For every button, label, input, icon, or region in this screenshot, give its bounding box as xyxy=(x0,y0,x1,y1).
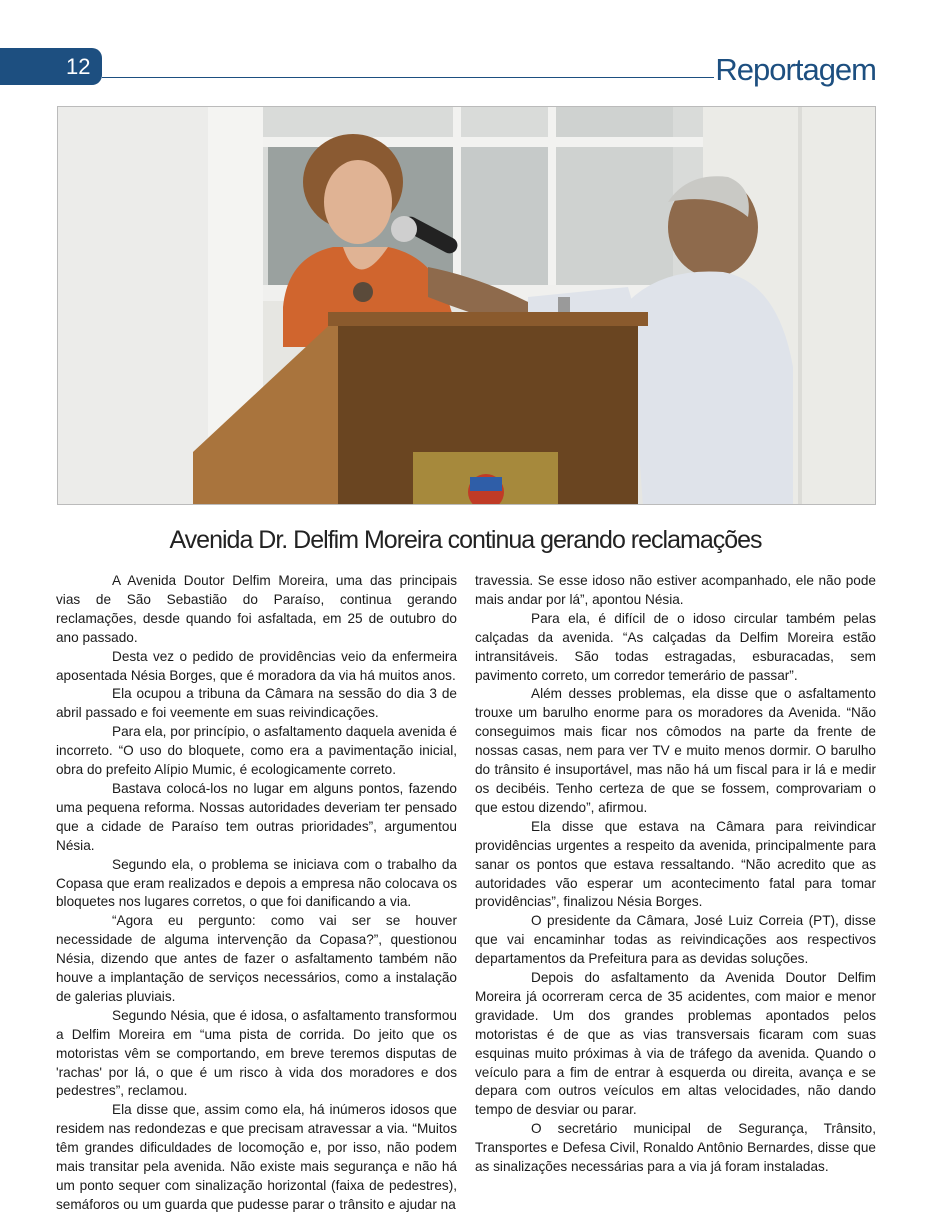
photo-illustration xyxy=(58,107,876,505)
paragraph: Ela ocupou a tribuna da Câmara na sessão do dia 3 de abril passado e foi veemente em suas reivindicações. xyxy=(56,686,457,721)
paragraph: O presidente da Câmara, José Luiz Correia (PT), disse que vai encaminhar todas as reivindicações aos respectivos departamentos da Prefeitura para as devidas soluções. xyxy=(475,913,876,967)
paragraph: O secretário municipal de Segurança, Trânsito, Transportes e Defesa Civil, Ronaldo Antônio Bernardes, disse que as sinalizações necessárias para a via já foram instaladas. xyxy=(475,1121,876,1175)
paragraph-continuation: travessia. Se esse idoso não estiver acompanhado, ele não pode mais andar por lá”, apontou Nésia. xyxy=(475,573,876,607)
paragraph: Para ela, por princípio, o asfaltamento daquela avenida é incorreto. “O uso do bloquete, como era a pavimentação inicial, obra do prefeito Alípio Mumic, é ecologicamente correto. xyxy=(56,724,457,778)
paragraph: Depois do asfaltamento da Avenida Doutor Delfim Moreira já ocorreram cerca de 35 acidentes, com maior e menor gravidade. Um dos grandes problemas apontados pelos motoristas é de que as vias transversais ficaram com suas esquinas muito próximas à via de tráfego da avenida. Quando o veículo para a fim de entrar à esquerda ou direita, avança e se depara com outros veículos em altas velocidades, não dando tempo de desviar ou parar. xyxy=(475,970,876,1118)
section-title: Reportagem xyxy=(715,52,876,87)
paragraph: “Agora eu pergunto: como vai ser se houver necessidade de alguma intervenção da Copasa?”, questionou Nésia, dizendo que antes de fazer o asfaltamento também não houve a implantação de serviços necessários, como a instalação de galerias pluviais. xyxy=(56,913,457,1004)
paragraph: Ela disse que estava na Câmara para reivindicar providências urgentes a respeito da avenida, principalmente para sanar os pontos que estava ressaltando. “Não acredito que as autoridades vão esperar um acontecimento fatal para tomar providências”, finalizou Nésia Borges. xyxy=(475,818,876,910)
article-headline: Avenida Dr. Delfim Moreira continua gerando reclamações xyxy=(169,526,762,554)
paragraph: Segundo ela, o problema se iniciava com o trabalho da Copasa que eram realizados e depois a empresa não colocava os bloquetes nos lugares corretos, o que foi danificando a via. xyxy=(56,856,457,910)
page-number-tab xyxy=(0,48,102,85)
paragraph: Desta vez o pedido de providências veio da enfermeira aposentada Nésia Borges, que é moradora da via há muitos anos. xyxy=(56,648,457,683)
paragraph: A Avenida Doutor Delfim Moreira, uma das principais vias de São Sebastião do Paraíso, continua gerando reclamações, desde quando foi asfaltada, em 25 de outubro do ano passado. xyxy=(56,573,457,645)
paragraph: Ela disse que, assim como ela, há inúmeros idosos que residem nas redondezas e que precisam atravessar a via. “Muitos têm grandes dificuldades de locomoção e, por isso, não podem mais transitar pela avenida. Não existe mais segurança e não há um ponto sequer com sinalização horizontal (faixa de pedestres), semáforos ou um guarda que pudesse parar o trânsito e ajudar na xyxy=(56,1102,457,1212)
paragraph: Bastava colocá-los no lugar em alguns pontos, fazendo uma pequena reforma. Nossas autoridades deveriam ter pensado que a cidade de Paraíso tem outras prioridades”, argumentou Nésia. xyxy=(56,780,457,853)
article-column-left xyxy=(56,572,457,1215)
page-number: 12 xyxy=(66,54,91,79)
paragraph: Além desses problemas, ela disse que o asfaltamento trouxe um barulho enorme para os moradores da Avenida. “Não conseguimos mais ficar nos cômodos na parte da frente de nossas casas, nem para ver TV e muito menos dormir. O barulho do trânsito é insuportável, mas não há um fiscal para ir lá e medir os decibéis. Tenho certeza de que se fossem, comprovariam o que estou dizendo”, afirmou. xyxy=(475,686,876,815)
article-photo xyxy=(57,106,876,505)
article-column-right xyxy=(475,572,876,1177)
paragraph: Segundo Nésia, que é idosa, o asfaltamento transformou a Delfim Moreira em “uma pista de corrida. Do jeito que os motoristas vêm se comportando, em breve teremos disputas de 'rachas' por lá, o que é um risco à vida dos moradores e dos pedestres”, reclamou. xyxy=(56,1007,457,1099)
header-rule xyxy=(102,77,714,78)
paragraph: Para ela, é difícil de o idoso circular também pelas calçadas da avenida. “As calçadas da Delfim Moreira estão intransitáveis. São todas estragadas, esburacadas, sem pavimento correto, um corredor temerário de passar”. xyxy=(475,610,876,683)
